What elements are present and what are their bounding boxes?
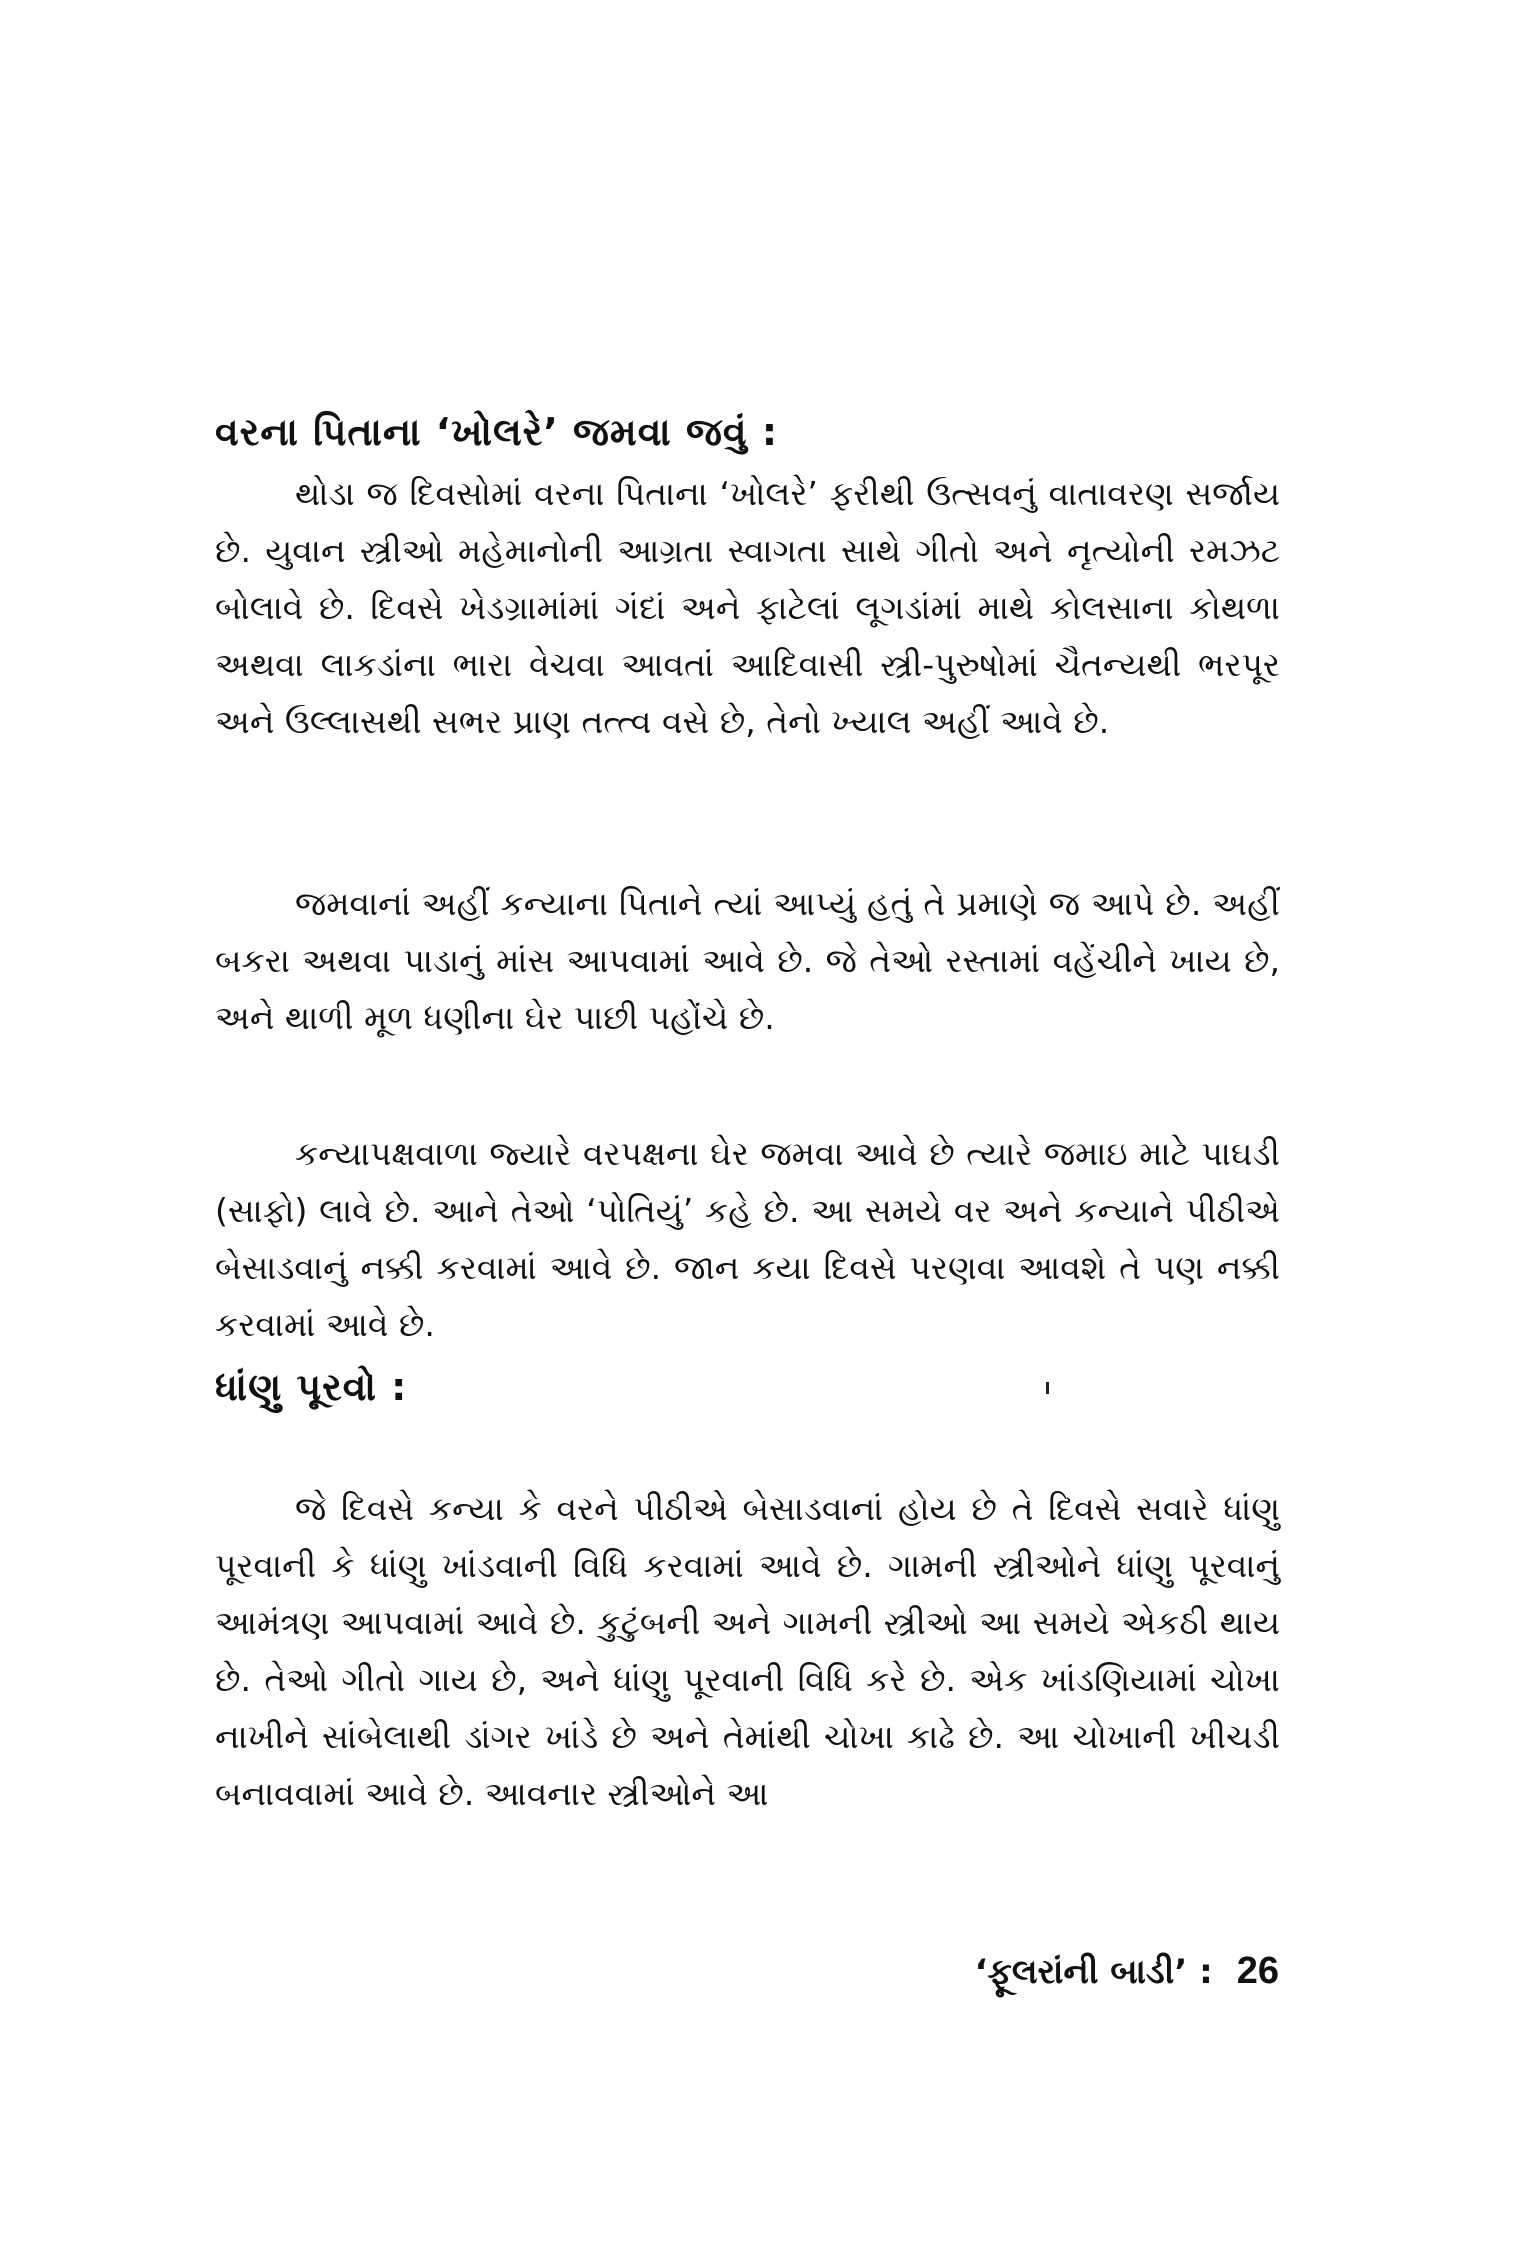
paragraph: થોડા જ દિવસોમાં વરના પિતાના ‘ખોલરે’ ફરીથી ઉત્સવનું વાતાવરણ સર્જાય છે. યુવાન સ્ત્રીઓ મહેમાનોની આગ્રતા સ્વાગતા સાથે ગીતો અને નૃત્યોની રમઝટ બોલાવે છે. દિવસે ખેડગ્રામાંમાં ગંદાં અને ફાટેલાં લૂગડાંમાં માથે કોલસાના કોથળા અથવા લાકડાંના ભારા વેચવા આવતાં આદિવાસી સ્ત્રી-પુરુષોમાં ચૈતન્યથી ભરપૂર અને ઉલ્લાસથી સભર પ્રાણ તત્ત્વ વસે છે, તેનો ખ્યાલ અહીં આવે છે. [215,474,1280,741]
paragraph: કન્યાપક્ષવાળા જ્યારે વરપક્ષના ઘેર જમવા આવે છે ત્યારે જમાઇ માટે પાઘડી (સાફો) લાવે છે. આને તેઓ ‘પોતિયું’ કહે છે. આ સમયે વર અને કન્યાને પીઠીએ બેસાડવાનું નક્કી કરવામાં આવે છે. જાન કયા દિવસે પરણવા આવશે તે પણ નક્કી કરવામાં આવે છે. [215,1134,1280,1344]
page-footer [975,1950,1279,1993]
ink-speck [1046,1382,1049,1394]
section-heading: વરના પિતાના ‘ખોલરે’ જમવા જવું : [215,410,779,454]
running-title: ‘ફૂલરાંની બાડી’ : [974,1952,1213,1992]
page-number: 26 [1236,1950,1279,1992]
paragraph: જમવાનાં અહીં કન્યાના પિતાને ત્યાં આપ્યું હતું તે પ્રમાણે જ આપે છે. અહીં બકરા અથવા પાડાનું માંસ આપવામાં આવે છે. જે તેઓ રસ્તામાં વહેંચીને ખાય છે, અને થાળી મૂળ ધણીના ઘેર પાછી પહોંચે છે. [215,884,1280,1037]
paragraph: જે દિવસે કન્યા કે વરને પીઠીએ બેસાડવાનાં હોય છે તે દિવસે સવારે ધાંણુ પૂરવાની કે ધાંણુ ખાંડવાની વિધિ કરવામાં આવે છે. ગામની સ્ત્રીઓને ધાંણુ પૂરવાનું આમંત્રણ આપવામાં આવે છે. કુટુંબની અને ગામની સ્ત્રીઓ આ સમયે એકઠી થાય છે. તેઓ ગીતો ગાય છે, અને ધાંણુ પૂરવાની વિધિ કરે છે. એક ખાંડણિયામાં ચોખા નાખીને સાંબેલાથી ડાંગર ખાંડે છે અને તેમાંથી ચોખા કાઢે છે. આ ચોખાની ખીચડી બનાવવામાં આવે છે. આવનાર સ્ત્રીઓને આ [215,1489,1280,1813]
section-heading: ધાંણુ પૂરવો : [215,1365,408,1409]
